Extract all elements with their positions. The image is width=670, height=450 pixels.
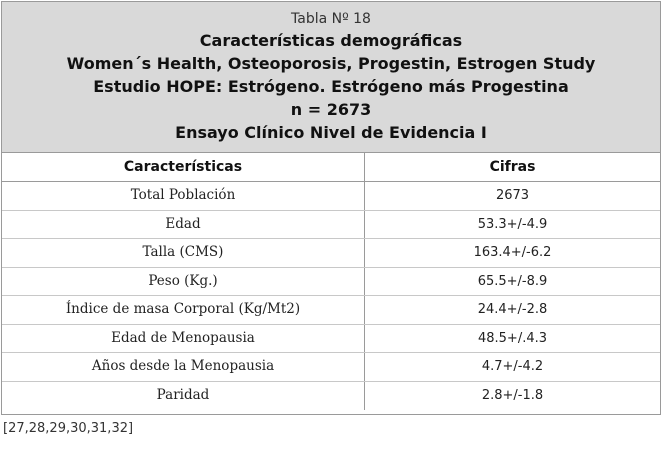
references: [27,28,29,30,31,32] — [3, 421, 134, 436]
demographics-table — [1, 1, 661, 415]
table-row — [2, 382, 660, 411]
table-row — [2, 353, 660, 382]
table-row — [2, 182, 660, 211]
row-value: 24.4+/-2.8 — [364, 296, 660, 324]
row-label: Edad de Menopausia — [111, 329, 255, 346]
row-label: Talla (CMS) — [142, 244, 224, 260]
sample-size: n = 2673 — [290, 100, 372, 119]
row-value: 4.7+/-4.2 — [364, 353, 660, 381]
table-number: Tabla Nº 18 — [291, 11, 371, 27]
table-row — [2, 325, 660, 354]
row-label: Años desde la Menopausia — [91, 358, 275, 374]
row-label: Edad — [165, 215, 201, 232]
row-label: Índice de masa Corporal (Kg/Mt2) — [65, 301, 301, 317]
row-label: Total Población — [130, 187, 236, 203]
table-row — [2, 268, 660, 297]
table-body — [2, 182, 660, 410]
study-subtitle: Estudio HOPE: Estrógeno. Estrógeno más Progestina — [93, 77, 569, 96]
row-value: 53.3+/-4.9 — [364, 211, 660, 239]
row-value: 163.4+/-6.2 — [364, 239, 660, 267]
row-value: 65.5+/-8.9 — [364, 268, 660, 296]
table-title: Características demográficas — [199, 31, 463, 50]
table-row — [2, 211, 660, 240]
evidence-level: Ensayo Clínico Nivel de Evidencia I — [175, 123, 487, 142]
study-name: Women´s Health, Osteoporosis, Progestin, Estrogen Study — [66, 54, 596, 73]
column-header-figures: Cifras — [364, 153, 660, 181]
table-row — [2, 239, 660, 268]
row-label: Paridad — [156, 386, 210, 403]
table-header — [2, 2, 660, 152]
row-value: 48.5+/.4.3 — [364, 325, 660, 353]
row-value: 2.8+/-1.8 — [364, 382, 660, 411]
row-label: Peso (Kg.) — [148, 272, 218, 289]
column-header-characteristics: Características — [123, 159, 243, 175]
column-header-row — [2, 152, 660, 182]
row-value: 2673 — [364, 182, 660, 210]
table-row — [2, 296, 660, 325]
